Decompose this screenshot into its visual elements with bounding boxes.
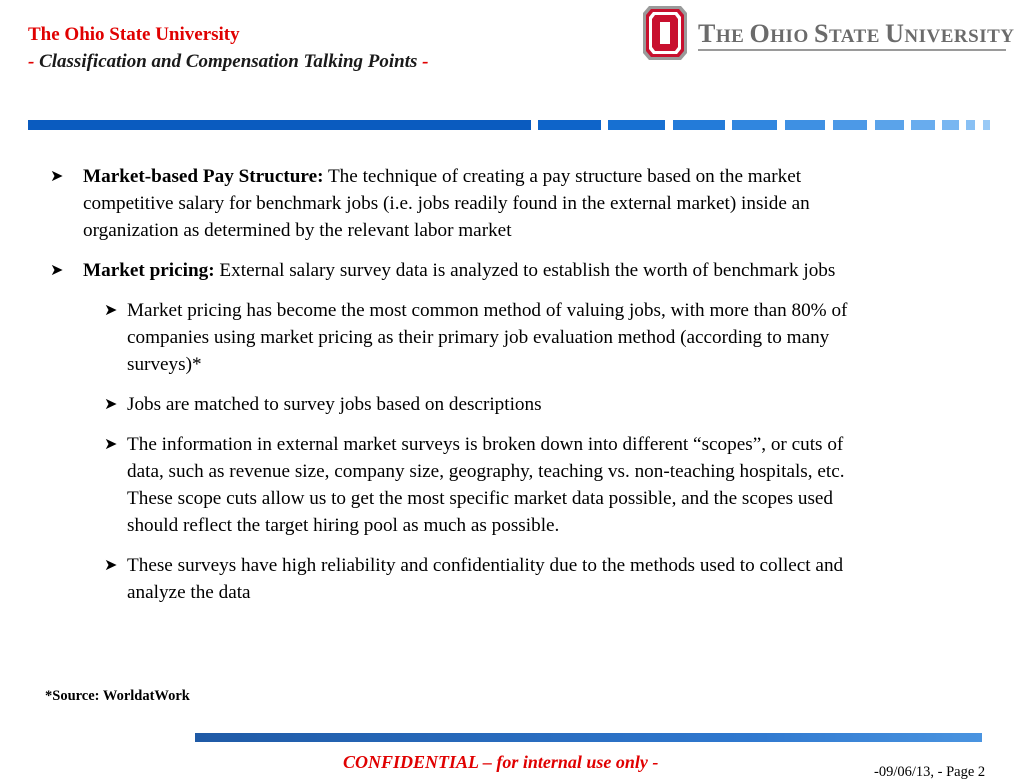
subbullet-arrow-icon: ➤ bbox=[104, 436, 118, 453]
bullet-label: Market-based Pay Structure: bbox=[83, 166, 324, 187]
subbullet-item: These surveys have high reliability and confidentiality due to the methods used to collect and analyze the data bbox=[127, 555, 844, 603]
bullet-text: competitive salary for benchmark jobs (i.e. jobs readily found in the external market) inside an bbox=[83, 193, 810, 214]
divider-segment bbox=[942, 120, 959, 130]
document-title: The Ohio State University bbox=[28, 24, 240, 45]
bullet-text: The technique of creating a pay structure based on the market bbox=[323, 166, 802, 187]
bullet-arrow-icon: ➤ bbox=[50, 262, 64, 279]
subbullet-item: Market pricing has become the most common method of valuing jobs, with more than 80% of companies using market pricing as their primary job evaluation method (according to many surveys)* bbox=[127, 300, 848, 375]
divider-segment bbox=[911, 120, 935, 130]
divider-segment bbox=[785, 120, 825, 130]
block-o-logo-icon bbox=[643, 6, 687, 60]
subbullet-arrow-icon: ➤ bbox=[104, 557, 118, 574]
divider-segment bbox=[732, 120, 777, 130]
subbullet-item: The information in external market surveys is broken down into different “scopes”, or cuts of data, such as revenue size, company size, geography, teaching vs. non-teaching hospitals, etc. These scope cuts allow us to get the most specific market data possible, and the scopes used should reflect the target hiring pool as much as possible. bbox=[127, 434, 845, 536]
subtitle-dash-left: - bbox=[28, 51, 35, 72]
divider-segment bbox=[538, 120, 601, 130]
divider-segment bbox=[875, 120, 904, 130]
bullet-market-pricing bbox=[83, 257, 1003, 284]
bullet-label: Market pricing: bbox=[83, 260, 215, 281]
confidential-notice: CONFIDENTIAL – for internal use only - bbox=[343, 752, 659, 772]
header-divider-bar bbox=[0, 120, 1024, 130]
subbullet-arrow-icon: ➤ bbox=[104, 396, 118, 413]
document-subtitle bbox=[28, 51, 429, 73]
page-number: -09/06/13, - Page 2 bbox=[874, 764, 986, 780]
bullet-market-based-pay bbox=[83, 163, 1003, 244]
bullet-arrow-icon: ➤ bbox=[50, 168, 64, 185]
subtitle-dash-right: - bbox=[422, 51, 429, 72]
divider-segment bbox=[966, 120, 975, 130]
logo-wordmark: THE OHIO STATE UNIVERSITY bbox=[698, 19, 1015, 48]
footer-divider-bar bbox=[195, 733, 982, 742]
source-note: *Source: WorldatWork bbox=[45, 688, 190, 704]
subtitle-text: Classification and Compensation Talking Points bbox=[34, 51, 423, 72]
divider-segment bbox=[983, 120, 990, 130]
subbullet-arrow-icon: ➤ bbox=[104, 302, 118, 319]
university-logo bbox=[643, 6, 1015, 60]
divider-segment bbox=[673, 120, 725, 130]
divider-segment bbox=[28, 120, 531, 130]
divider-segment bbox=[833, 120, 867, 130]
bullet-text: External salary survey data is analyzed to establish the worth of benchmark jobs bbox=[214, 260, 836, 281]
logo-underline bbox=[698, 49, 1006, 51]
bullet-text: organization as determined by the relevant labor market bbox=[83, 220, 512, 241]
divider-segment bbox=[608, 120, 665, 130]
subbullet-item: Jobs are matched to survey jobs based on descriptions bbox=[127, 394, 542, 415]
